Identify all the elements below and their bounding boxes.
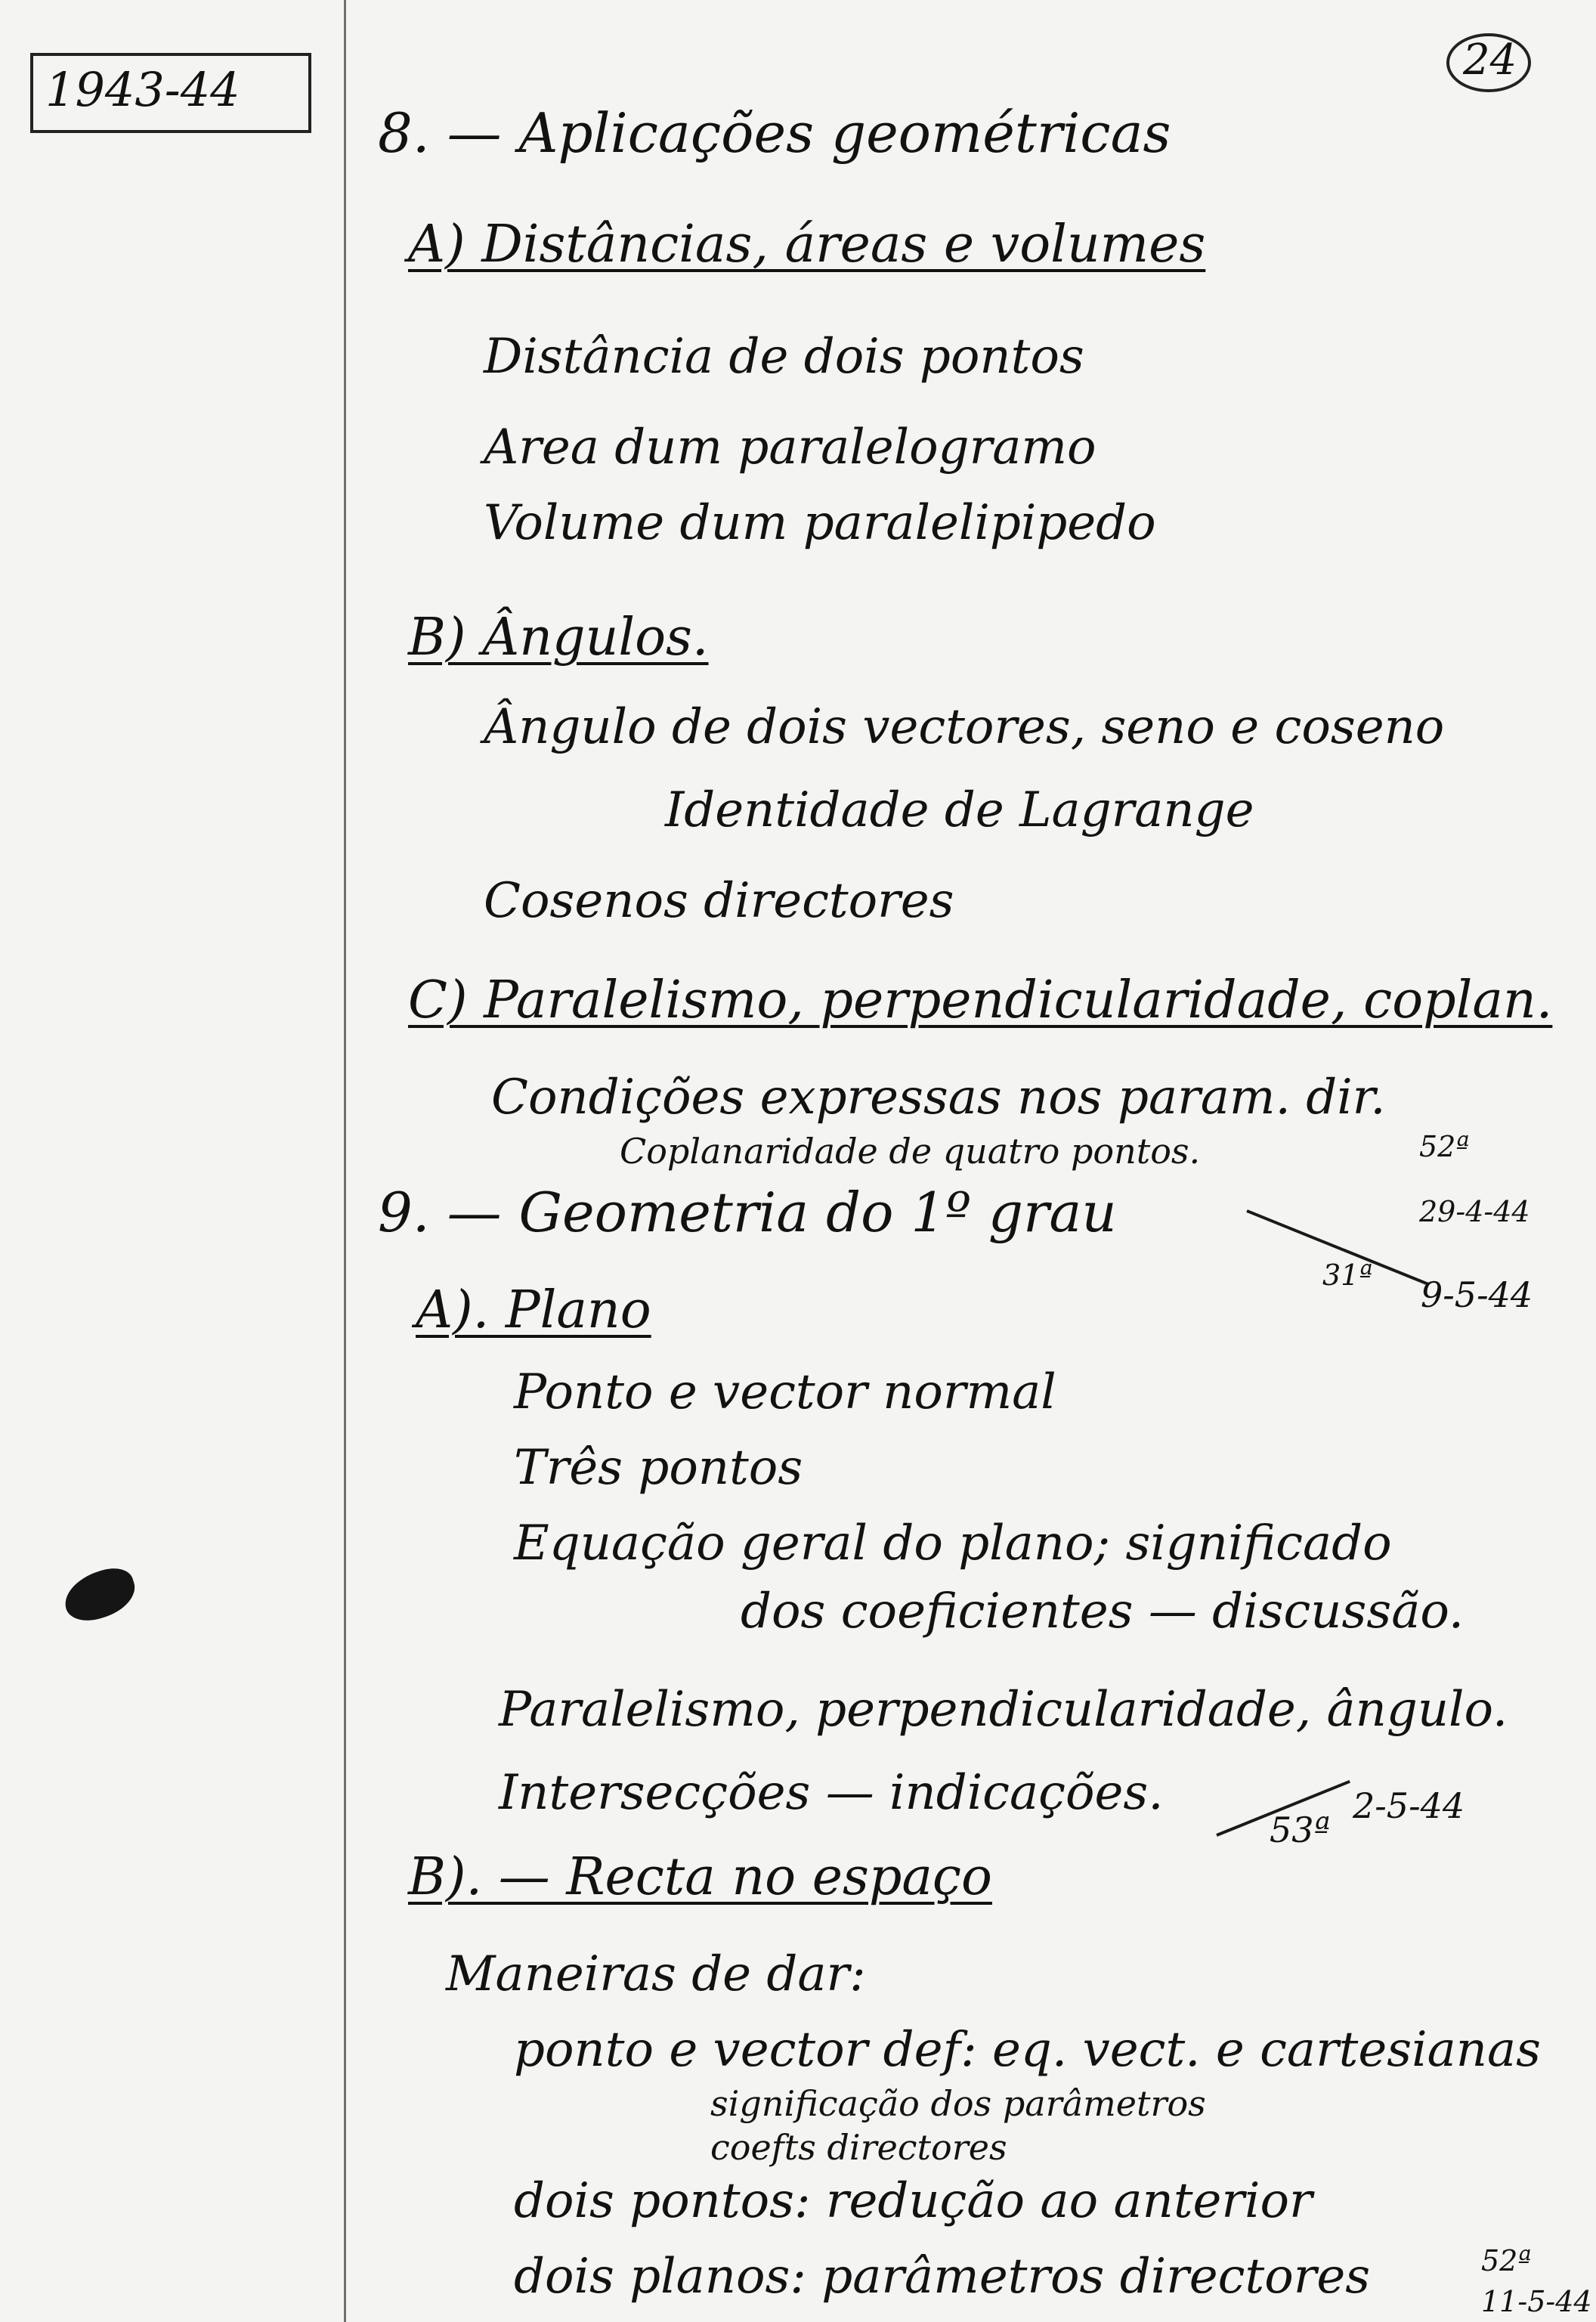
subsection-9a-heading: A). Plano [416,1280,651,1340]
line-point-vector: ponto e vector def: eq. vect. e cartesianas [514,2022,1541,2078]
line-distance: Distância de dois pontos [484,329,1084,385]
reference-code: 1943-44 [45,62,240,117]
line-two-planes: dois planos: parâmetros directores [514,2249,1371,2305]
line-two-points: dois pontos: redução ao anterior [514,2173,1313,2229]
section-9-heading: 9. — Geometria do 1º grau [378,1181,1117,1244]
line-conditions: Condições expressas nos param. dir. [491,1070,1386,1125]
line-point-normal: Ponto e vector normal [514,1364,1056,1420]
subsection-8c-heading: C) Paralelismo, perpendicularidade, coplan. [408,971,1553,1030]
margin-note-date-11-5-44: 11-5-44 [1481,2285,1592,2318]
line-parallelism: Paralelismo, perpendicularidade, ângulo. [499,1682,1508,1738]
margin-note-lecture-52: 52ª [1419,1130,1470,1163]
subsection-8b-heading: B) Ângulos. [408,608,709,667]
line-direction-coefficients: coefts directores [710,2127,1007,2168]
line-three-points: Três pontos [514,1440,803,1496]
line-general-equation: Equação geral do plano; significado [514,1515,1392,1571]
line-coplanarity: Coplanaridade de quatro pontos. [620,1131,1201,1172]
line-parameter-meaning: significação dos parâmetros [710,2083,1206,2124]
page-number: 24 [1463,36,1517,85]
margin-note-lecture-52b: 52ª [1481,2244,1532,2277]
line-lagrange: Identidade de Lagrange [665,782,1254,838]
line-coefficients: dos coeficientes — discussão. [741,1584,1465,1639]
line-area: Area dum paralelogramo [484,420,1096,475]
margin-note-date-2-5-44: 2-5-44 [1353,1785,1465,1826]
margin-line [344,0,346,2322]
line-angle-vectors: Ângulo de dois vectores, seno e coseno [484,699,1445,755]
line-intersections: Intersecções — indicações. [499,1765,1164,1821]
line-ways-to-give: Maneiras de dar: [446,1946,866,2002]
margin-note-date-29-4-44: 29-4-44 [1419,1195,1530,1228]
ink-blot [58,1562,141,1628]
line-volume: Volume dum paralelipipedo [484,495,1156,551]
margin-note-lecture-53: 53ª [1270,1810,1331,1850]
margin-note-date-9-5-44: 9-5-44 [1421,1274,1533,1315]
line-direction-cosines: Cosenos directores [484,873,954,929]
section-8-heading: 8. — Aplicações geométricas [378,101,1171,165]
margin-note-lecture-31: 31ª [1322,1259,1373,1292]
subsection-8a-heading: A) Distâncias, áreas e volumes [408,215,1206,274]
subsection-9b-heading: B). — Recta no espaço [408,1847,992,1907]
